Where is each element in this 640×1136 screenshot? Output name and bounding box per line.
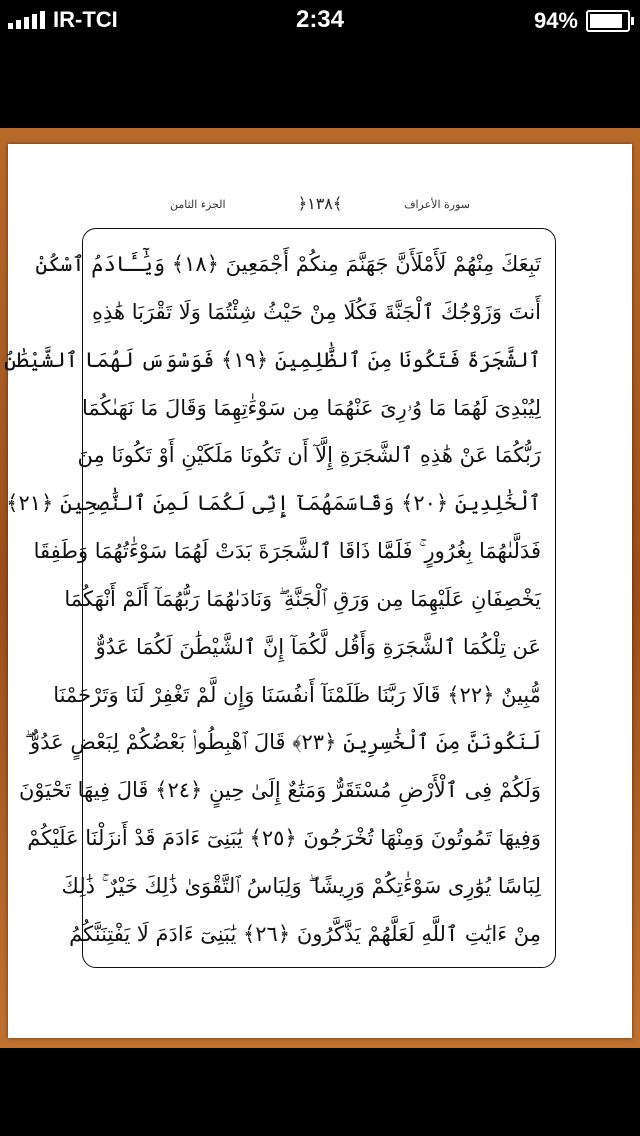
verse-line: أَنتَ وَزَوْجُكَ ٱلْجَنَّةَ فَكُلَا مِنْ حَيْثُ شِئْتُمَا وَلَا تَقْرَبَا هَٰذِهِ [92, 299, 541, 324]
verse-line: عَن تِلْكُمَا ٱلشَّجَرَةِ وَأَقُل لَّكُمَآ إِنَّ ٱلشَّيْطَٰنَ لَكُمَا عَدُوٌّ [95, 634, 541, 659]
verse-line: ٱلشَّجَرَةَ فَتَكُونَا مِنَ ٱلظَّٰلِمِينَ ﴿١٩﴾ فَوَسْوَسَ لَهُمَا ٱلشَّيْطَٰنُ [4, 347, 541, 372]
status-bar [0, 0, 640, 40]
carrier-name: IR-TCI [53, 7, 118, 32]
surah-label: سورة الأعراف [404, 198, 470, 211]
battery-icon [586, 10, 630, 32]
battery-fill [590, 14, 622, 28]
page-header [8, 192, 632, 222]
verse-line: فَدَلَّىٰهُمَا بِغُرُورٍ ۚ فَلَمَّا ذَاقَا ٱلشَّجَرَةَ بَدَتْ لَهُمَا سَوْءَٰتُهُمَا وَطَفِقَا [33, 539, 541, 564]
verse-line: مِنْ ءَايَٰتِ ٱللَّهِ لَعَلَّهُمْ يَذَّكَّرُونَ ﴿٢٦﴾ يَٰبَنِىٓ ءَادَمَ لَا يَفْتِنَنَّكُمُ [69, 921, 541, 946]
verse-line: لَنَكُونَنَّ مِنَ ٱلْخَٰسِرِينَ ﴿٢٣﴾ قَالَ ٱهْبِطُوا۟ بَعْضُكُمْ لِبَعْضٍ عَدُوٌّ ۖ [24, 730, 541, 755]
verse-line: مُّبِينٌ ﴿٢٢﴾ قَالَا رَبَّنَا ظَلَمْنَآ أَنفُسَنَا وَإِن لَّمْ تَغْفِرْ لَنَا وَتَرْحَمْنَا [53, 682, 541, 707]
mushaf-page[interactable] [4, 144, 632, 1038]
verse-line: لِيُبْدِىَ لَهُمَا مَا وُۥرِىَ عَنْهُمَا مِن سَوْءَٰتِهِمَا وَقَالَ مَا نَهَىٰكُمَا [81, 395, 541, 420]
battery-percentage: 94% [533, 8, 578, 33]
verse-line: ٱلْخَٰلِدِينَ ﴿٢٠﴾ وَقَاسَمَهُمَآ إِنِّى لَكُمَا لَمِنَ ٱلنَّٰصِحِينَ ﴿٢١﴾ [6, 491, 541, 516]
bottom-bar [0, 1048, 640, 1136]
page-number: ﴿١٣٨﴾ [297, 194, 343, 213]
verse-lines [4, 241, 541, 957]
verse-line: يَخْصِفَانِ عَلَيْهِمَا مِن وَرَقِ ٱلْجَنَّةِ ۖ وَنَادَىٰهُمَا رَبُّهُمَآ أَلَمْ أَنْهَكُمَا [64, 586, 541, 611]
verse-line: تَبِعَكَ مِنْهُمْ لَأَمْلَأَنَّ جَهَنَّمَ مِنكُمْ أَجْمَعِينَ ﴿١٨﴾ وَيَٰٓـَٔادَمُ ٱسْكُنْ [35, 252, 541, 276]
status-time: 2:34 [295, 6, 345, 33]
wood-frame [0, 128, 640, 1048]
verse-line: وَفِيهَا تَمُوتُونَ وَمِنْهَا تُخْرَجُونَ ﴿٢٥﴾ يَٰبَنِىٓ ءَادَمَ قَدْ أَنزَلْنَا عَلَيْكُمْ [27, 826, 541, 851]
battery-status [534, 8, 630, 34]
verse-text-box [4, 228, 556, 968]
verse-line: وَلَكُمْ فِى ٱلْأَرْضِ مُسْتَقَرٌّ وَمَتَٰعٌ إِلَىٰ حِينٍ ﴿٢٤﴾ قَالَ فِيهَا تَحْيَوْنَ [18, 778, 541, 803]
verse-line: رَبُّكُمَا عَنْ هَٰذِهِ ٱلشَّجَرَةِ إِلَّآ أَن تَكُونَا مَلَكَيْنِ أَوْ تَكُونَا مِنَ [77, 443, 541, 468]
juz-label: الجزء الثامن [170, 198, 226, 211]
verse-line: لِبَاسًا يُوَٰرِى سَوْءَٰتِكُمْ وَرِيشًا ۖ وَلِبَاسُ ٱلتَّقْوَىٰ ذَٰلِكَ خَيْرٌ ۚ ذَٰلِكَ [61, 873, 541, 898]
